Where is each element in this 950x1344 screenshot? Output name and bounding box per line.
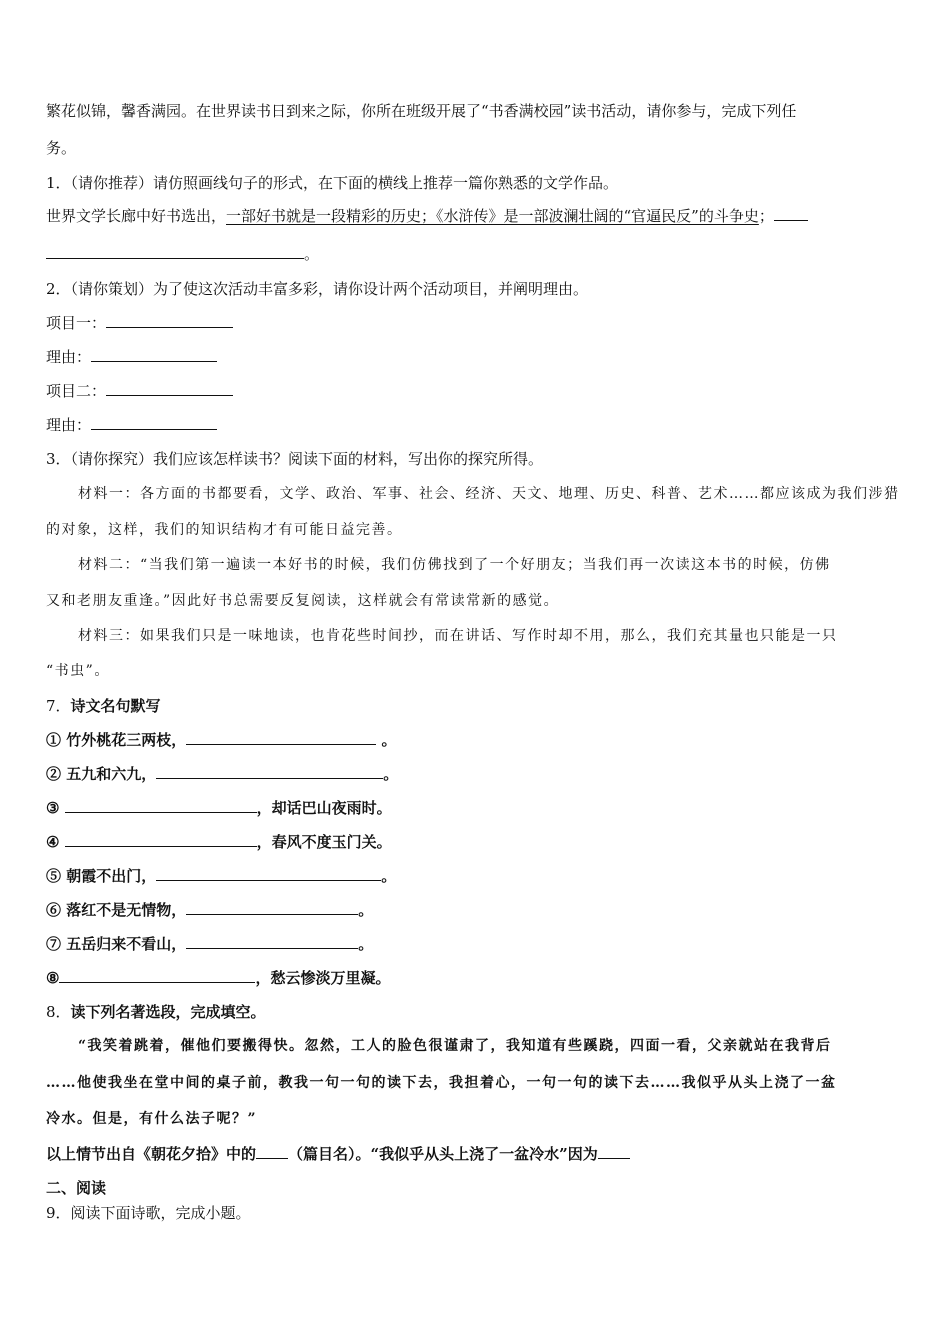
poem-item-2-end: 。 (383, 765, 399, 783)
intro-line-1: 繁花似锦，馨香满园。在世界读书日到来之际，你所在班级开展了“书香满校园”读书活动，请你参与，完成下列任 (46, 102, 797, 120)
q8-question-part-1: 以上情节出自《朝花夕拾》中的 (46, 1145, 257, 1163)
q2-reason-2-label: 理由： (46, 416, 92, 434)
excerpt-line-2: ……他使我坐在堂中间的桌子前，教我一句一句的读下去，我担着心，一句一句的读下去……我似乎从头上浇了一盆 (46, 1075, 837, 1091)
poem-item-8 (46, 968, 390, 988)
poem-item-3 (46, 798, 392, 818)
poem-item-5-blank[interactable] (156, 866, 381, 881)
poem-item-6-blank[interactable] (186, 900, 358, 915)
poem-item-3-end: ，却话巴山夜雨时。 (256, 799, 392, 817)
q2-item-2-blank[interactable] (106, 381, 233, 396)
q1-prefix: 世界文学长廊中好书选出， (46, 207, 227, 225)
q8-reason-blank[interactable] (598, 1144, 630, 1159)
question-7-heading (46, 696, 161, 716)
intro-line-2: 务。 (46, 139, 77, 157)
q2-item-2 (46, 381, 233, 401)
q2-reason-2 (46, 415, 217, 435)
poem-item-6 (46, 900, 373, 920)
q2-reason-1 (46, 347, 217, 367)
question-8-heading (46, 1002, 266, 1022)
material-2-line-2: 又和老朋友重逢。”因此好书总需要反复阅读，这样就会有常读常新的感觉。 (46, 593, 560, 609)
q2-reason-2-blank[interactable] (91, 415, 217, 430)
poem-item-6-text: ⑥ 落红不是无情物， (46, 901, 187, 919)
q2-item-2-label: 项目二： (46, 382, 107, 400)
question-9-title: 9．阅读下面诗歌，完成小题。 (46, 1204, 251, 1222)
poem-item-4 (46, 832, 392, 852)
poem-item-6-end: 。 (358, 901, 374, 919)
poem-item-8-text: ⑧ (46, 969, 60, 987)
q7-title: 诗文名句默写 (70, 697, 161, 715)
q2-item-1 (46, 313, 233, 333)
poem-item-5-text: ⑤ 朝霞不出门， (46, 867, 157, 885)
q8-fill-question (46, 1144, 630, 1164)
q8-chapter-blank[interactable] (256, 1144, 288, 1159)
material-1-line-1: 材料一：各方面的书都要看，文学、政治、军事、社会、经济、天文、地理、历史、科普、艺术……都应该成为我们涉猎 (78, 486, 900, 502)
q2-reason-1-label: 理由： (46, 348, 92, 366)
q1-end-period: 。 (304, 245, 320, 263)
q2-reason-1-blank[interactable] (91, 347, 217, 362)
poem-item-7-end: 。 (358, 935, 374, 953)
poem-item-5 (46, 866, 396, 886)
poem-item-2-blank[interactable] (156, 764, 383, 779)
q8-question-part-2: （篇目名）。“我似乎从头上浇了一盆冷水”因为 (288, 1145, 598, 1163)
poem-item-3-text: ③ (46, 799, 65, 817)
excerpt-line-1: “我笑着跳着，催他们要搬得快。忽然，工人的脸色很谨肃了，我知道有些蹊跷，四面一看，父亲就站在我背后 (78, 1038, 832, 1054)
material-3-line-2: “书虫”。 (46, 663, 110, 679)
poem-item-5-end: 。 (381, 867, 397, 885)
poem-item-7-text: ⑦ 五岳归来不看山， (46, 935, 187, 953)
q1-separator: ； (758, 207, 774, 225)
poem-item-1 (46, 730, 396, 750)
material-1-line-2: 的对象，这样，我们的知识结构才有可能日益完善。 (46, 522, 403, 538)
poem-item-7-blank[interactable] (186, 934, 358, 949)
q8-title: 读下列名著选段，完成填空。 (70, 1003, 266, 1021)
q7-number: 7． (46, 697, 71, 715)
q2-item-1-label: 项目一： (46, 314, 107, 332)
question-1-answer-line (46, 244, 319, 264)
poem-item-4-end: ，春风不度玉门关。 (256, 833, 392, 851)
poem-item-1-text: ① 竹外桃花三两枝， (46, 731, 187, 749)
poem-item-4-text: ④ (46, 833, 65, 851)
q1-answer-blank[interactable] (46, 244, 304, 259)
q8-number: 8． (46, 1003, 71, 1021)
poem-item-1-blank[interactable] (186, 730, 376, 745)
poem-item-3-blank[interactable] (65, 798, 257, 813)
q1-underlined-sentence: 一部好书就是一段精彩的历史；《水浒传》是一部波澜壮阔的“官逼民反”的斗争史 (226, 207, 759, 225)
poem-item-2 (46, 764, 398, 784)
q1-answer-blank-start[interactable] (774, 206, 808, 221)
poem-item-1-end: 。 (376, 731, 397, 749)
poem-item-8-end: ，愁云惨淡万里凝。 (255, 969, 391, 987)
poem-item-2-text: ② 五九和六九， (46, 765, 157, 783)
excerpt-line-3: 冷水。但是，有什么法子呢？” (46, 1111, 258, 1127)
question-2-title: 2．（请你策划）为了使这次活动丰富多彩，请你设计两个活动项目，并阐明理由。 (46, 280, 589, 298)
material-2-line-1: 材料二：“当我们第一遍读一本好书的时候，我们仿佛找到了一个好朋友；当我们再一次读这本书的时候，仿佛 (78, 557, 831, 573)
poem-item-8-blank[interactable] (59, 968, 255, 983)
section-2-title: 二、阅读 (46, 1179, 107, 1197)
q2-item-1-blank[interactable] (106, 313, 233, 328)
poem-item-7 (46, 934, 373, 954)
material-3-line-1: 材料三：如果我们只是一味地读，也肯花些时间抄，而在讲话、写作时却不用，那么，我们充其量也只能是一只 (78, 628, 838, 644)
question-1-title: 1．（请你推荐）请仿照画线句子的形式，在下面的横线上推荐一篇你熟悉的文学作品。 (46, 174, 619, 192)
poem-item-4-blank[interactable] (65, 832, 257, 847)
question-1-example (46, 206, 808, 226)
question-3-title: 3．（请你探究）我们应该怎样读书？阅读下面的材料，写出你的探究所得。 (46, 450, 544, 468)
